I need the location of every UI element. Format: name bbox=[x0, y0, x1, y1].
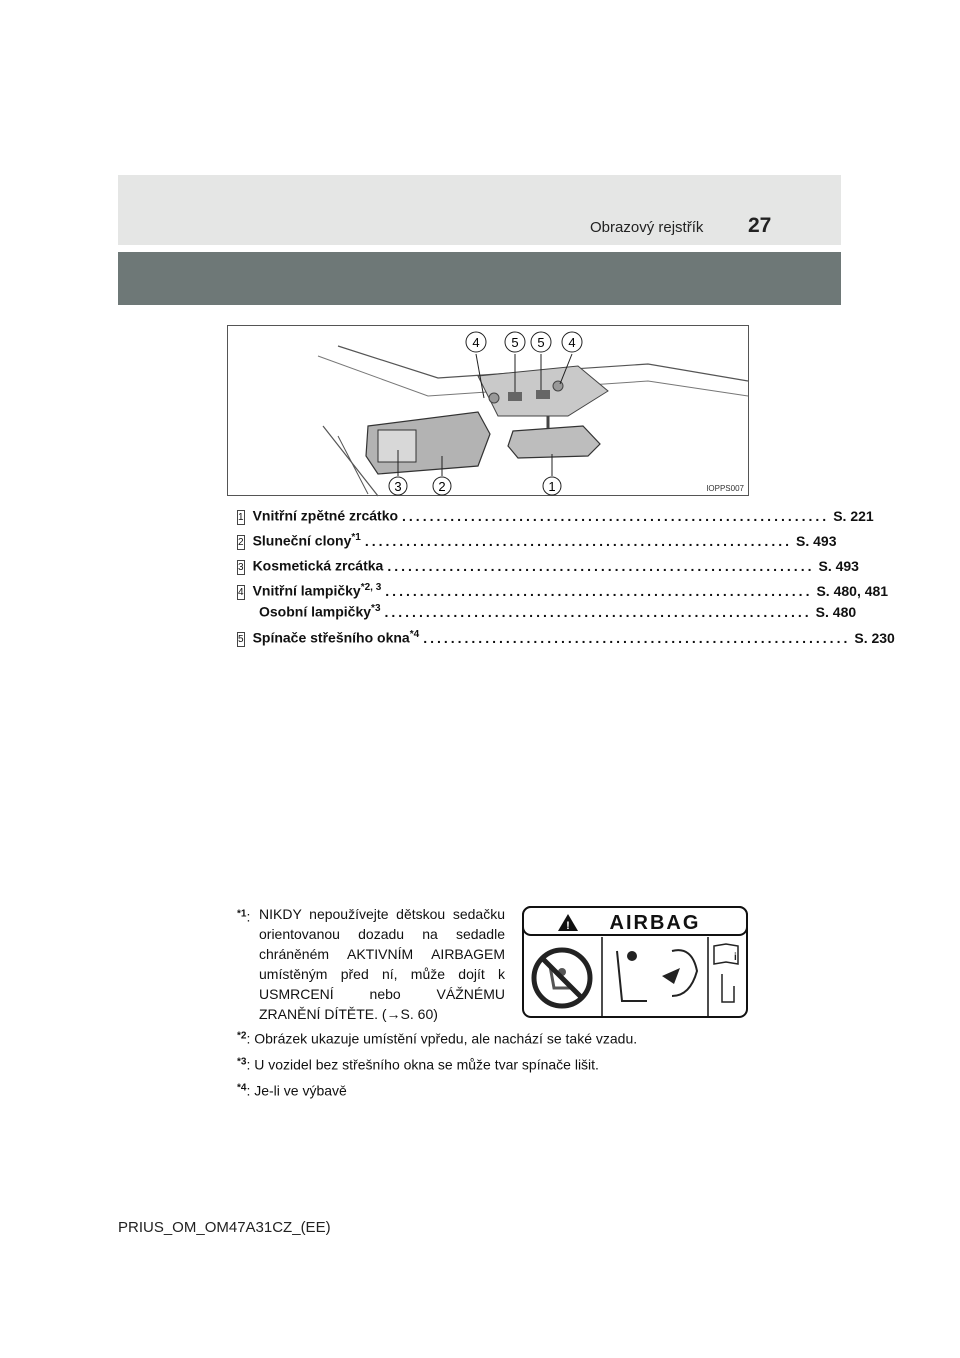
item-sup: *3 bbox=[371, 603, 381, 614]
footnote-1-text: NIKDY nepoužívejte dětskou sedačku orientovanou dozadu na sedadle chráněném AKTIVNÍM AIRBAGEM umístěným před ní, může dojít k USMRCENÍ nebo VÁŽNÉMU ZRANĚNÍ DÍTĚTE. (→S. 60) bbox=[259, 906, 505, 1022]
section-banner bbox=[118, 252, 841, 305]
item-label: Sluneční clony bbox=[252, 532, 352, 549]
footnote-2-text: Obrázek ukazuje umístění vpředu, ale nachází se také vzadu. bbox=[254, 1030, 638, 1047]
index-item-4 bbox=[237, 582, 889, 602]
item-label: Kosmetická zrcátka bbox=[252, 557, 384, 574]
leader-dots: .............................................................. bbox=[387, 557, 815, 574]
figure-code: IOPPS007 bbox=[706, 484, 744, 493]
callout-4b: 4 bbox=[568, 335, 576, 350]
leader-dots: .............................................................. bbox=[364, 532, 792, 549]
footnote-2: $^{*2}$: Obrázek ukazuje umístění vpředu, ale nachází se také vzadu. bbox=[237, 1030, 638, 1047]
airbag-warning-label bbox=[522, 906, 748, 1018]
ceiling-illustration bbox=[228, 326, 748, 495]
page-number: 27 bbox=[748, 214, 772, 237]
callout-5a: 5 bbox=[511, 335, 519, 350]
callout-4a: 4 bbox=[472, 335, 480, 350]
interior-ceiling-figure bbox=[227, 325, 749, 496]
item-sup: *4 bbox=[409, 629, 420, 640]
callout-3: 3 bbox=[394, 479, 402, 494]
item-page-ref[interactable]: S. 480, 481 bbox=[816, 582, 889, 599]
footnote-3-text: U vozidel bez střešního okna se může tvar spínače lišit. bbox=[254, 1056, 599, 1073]
item-label: Osobní lampičky bbox=[259, 603, 372, 620]
section-title: Obrazový rejstřík bbox=[590, 219, 704, 236]
item-label: Spínače střešního okna bbox=[252, 629, 410, 646]
item-page-ref[interactable]: S. 480 bbox=[815, 603, 857, 620]
leader-dots: .............................................................. bbox=[423, 629, 851, 646]
item-number: 3 bbox=[238, 561, 244, 573]
item-label: Vnitřní lampičky bbox=[252, 582, 361, 599]
callout-1: 1 bbox=[548, 479, 556, 494]
leader-dots: .............................................................. bbox=[385, 582, 813, 599]
item-sup: *2, 3 bbox=[360, 582, 382, 593]
index-item-1 bbox=[237, 507, 874, 527]
index-item-3 bbox=[237, 557, 859, 577]
item-number: 5 bbox=[238, 633, 244, 645]
callout-5b: 5 bbox=[537, 335, 545, 350]
item-number: 1 bbox=[238, 511, 244, 523]
leader-dots: .............................................................. bbox=[402, 507, 830, 524]
document-code: PRIUS_OM_OM47A31CZ_(EE) bbox=[118, 1219, 331, 1236]
footnote-1-mark: $^{*1}$: bbox=[237, 908, 251, 925]
callout-2: 2 bbox=[438, 479, 446, 494]
footnote-3: $^{*3}$: U vozidel bez střešního okna se může tvar spínače lišit. bbox=[237, 1056, 599, 1073]
airbag-label-text: AIRBAG bbox=[609, 912, 701, 934]
header-band bbox=[118, 175, 841, 245]
footnote-4: $^{*4}$: Je-li ve výbavě bbox=[237, 1082, 347, 1099]
item-number: 4 bbox=[238, 586, 244, 598]
index-item-4-sub bbox=[259, 603, 857, 623]
item-page-ref[interactable]: S. 493 bbox=[796, 532, 837, 549]
item-page-ref[interactable]: S. 230 bbox=[854, 629, 895, 646]
item-sup: *1 bbox=[351, 532, 361, 543]
item-label: Vnitřní zpětné zrcátko bbox=[252, 507, 399, 524]
item-number: 2 bbox=[238, 536, 244, 548]
svg-text:i: i bbox=[734, 952, 737, 963]
svg-text:!: ! bbox=[566, 920, 570, 932]
item-page-ref[interactable]: S. 493 bbox=[818, 557, 859, 574]
index-item-2 bbox=[237, 532, 837, 552]
leader-dots: .............................................................. bbox=[384, 603, 812, 620]
footnote-4-text: Je-li ve výbavě bbox=[254, 1082, 347, 1099]
index-item-5 bbox=[237, 629, 895, 649]
item-page-ref[interactable]: S. 221 bbox=[833, 507, 874, 524]
